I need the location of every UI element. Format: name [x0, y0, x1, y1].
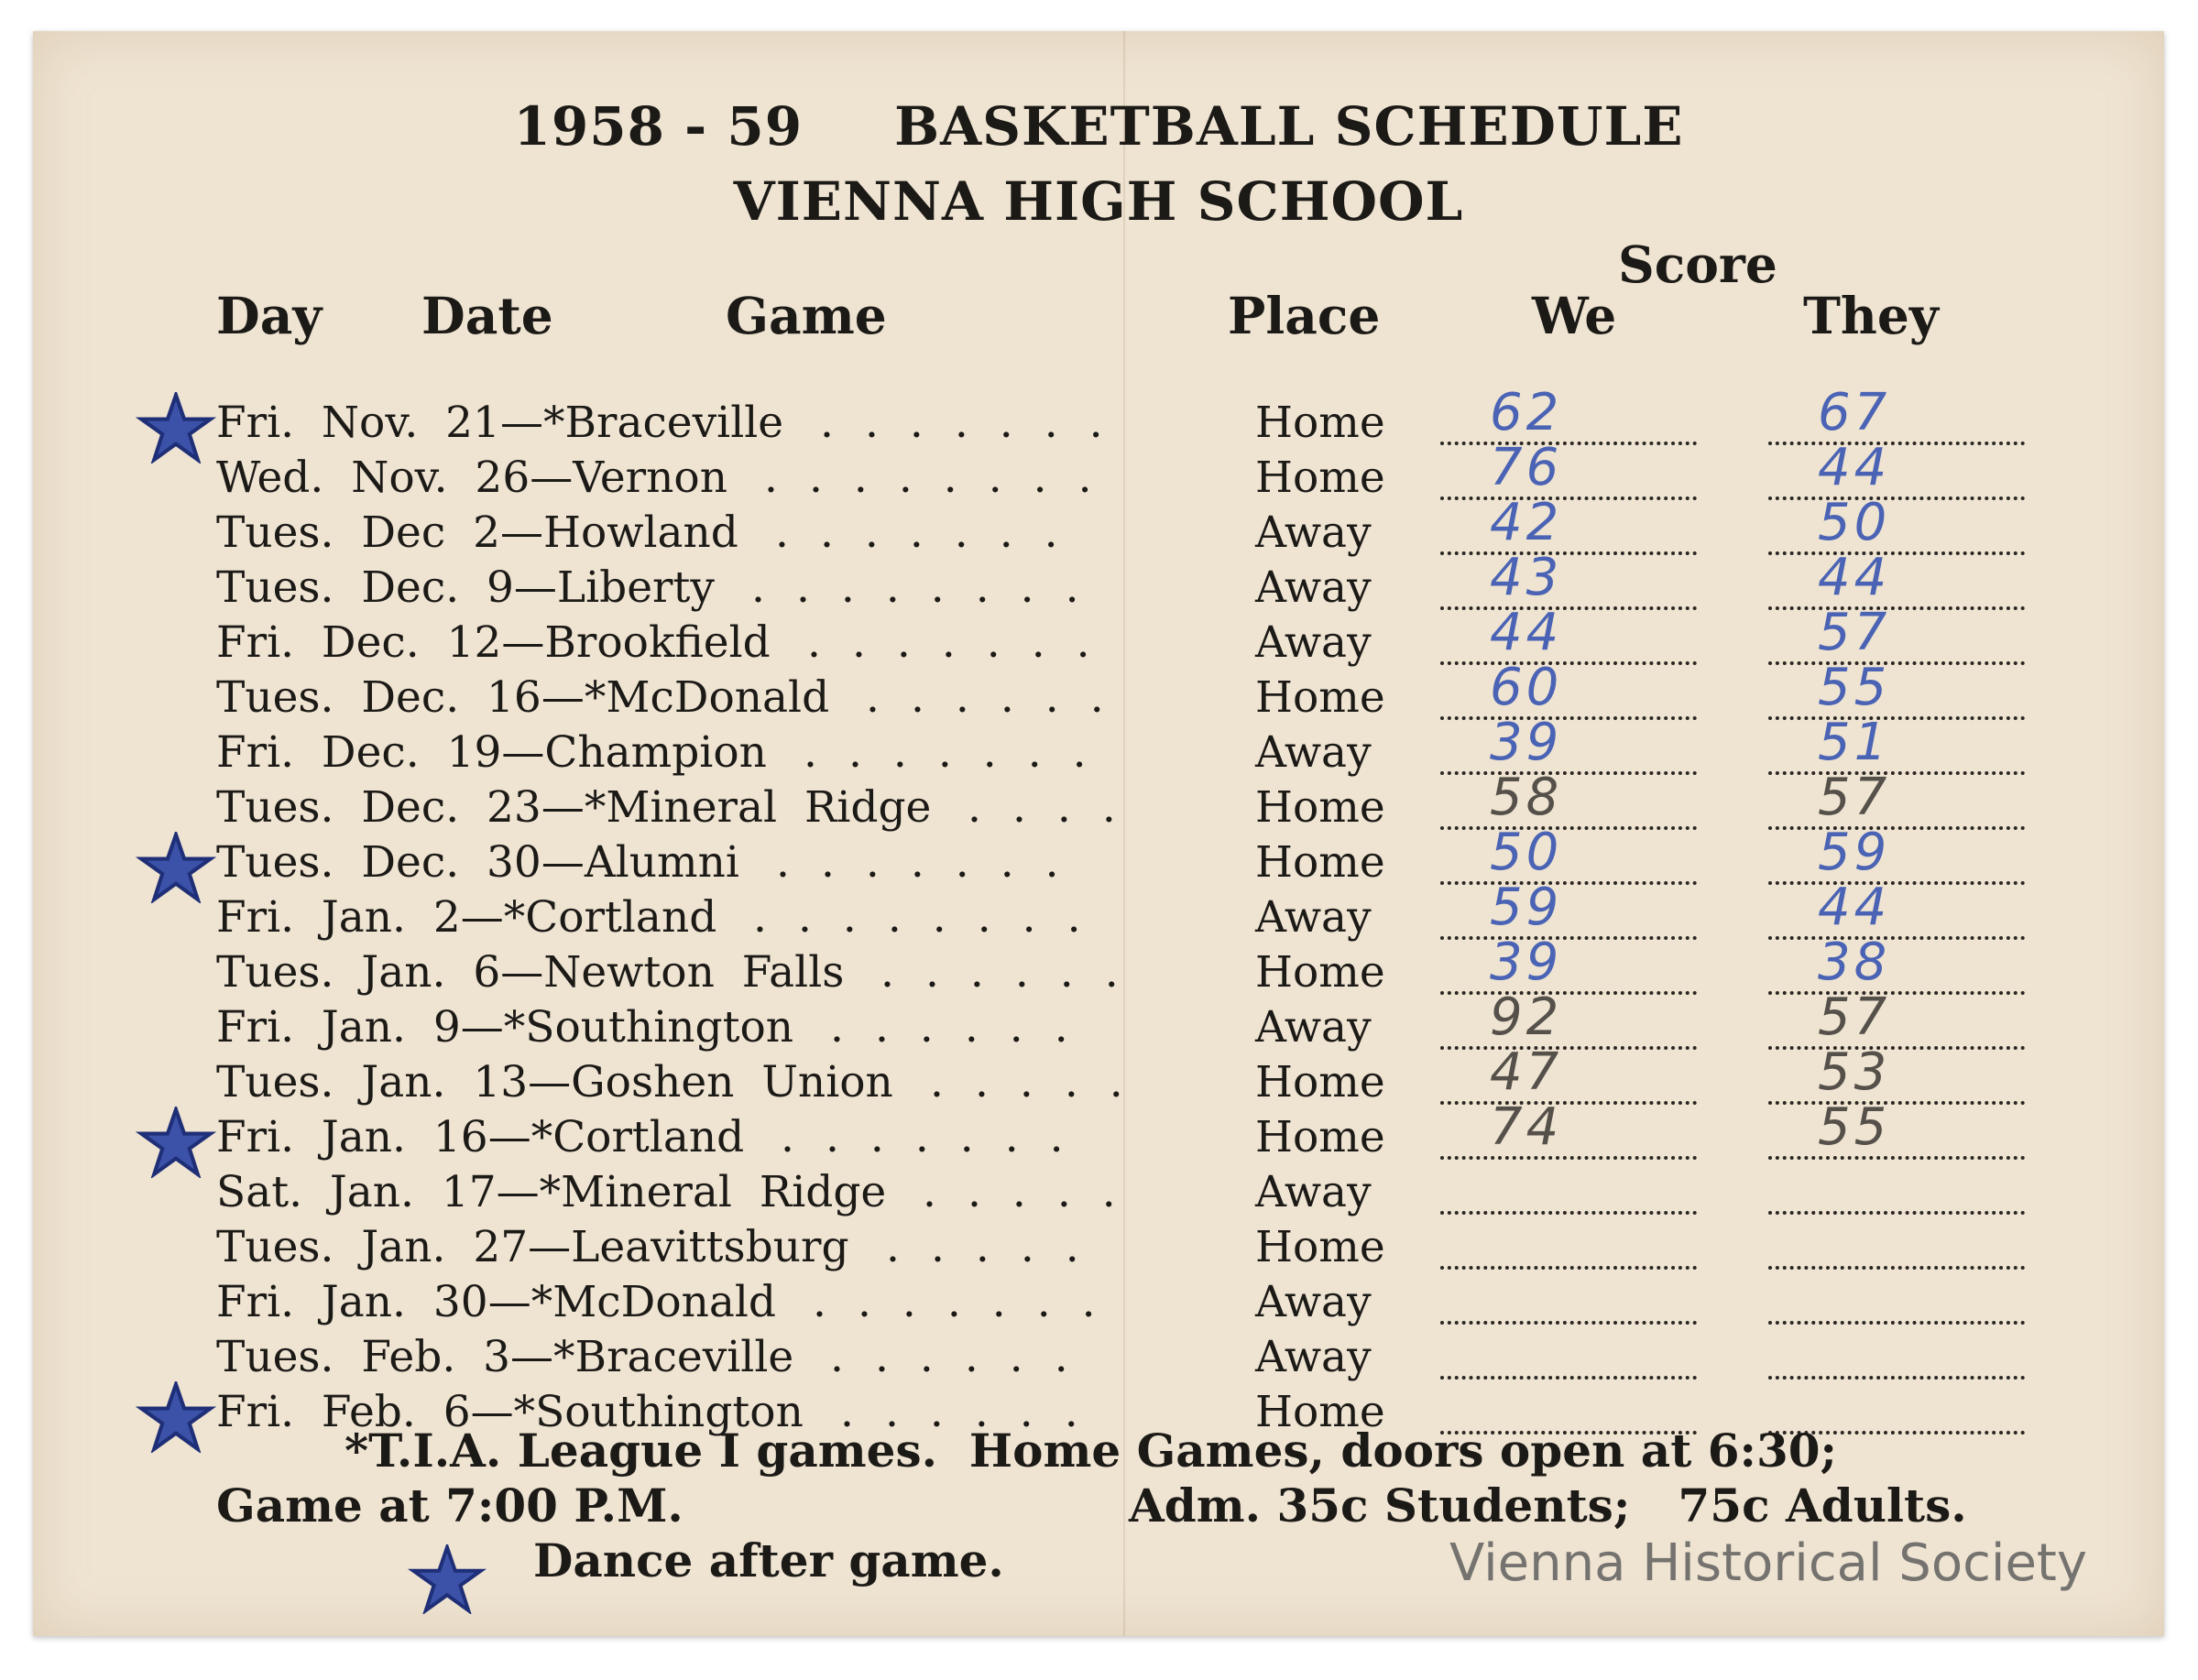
we-score: 47 — [1490, 1042, 1563, 1102]
they-score-line — [1768, 1046, 2025, 1050]
game-place: Home — [1255, 782, 1385, 833]
they-score-line — [1768, 442, 2025, 445]
dot-leader: ...... — [880, 947, 1150, 998]
they-score-line — [1768, 606, 2025, 610]
game-entry: Tues. Dec. 9—Liberty — [216, 562, 715, 613]
game-entry: Fri. Jan. 9—*Southington — [216, 1002, 794, 1053]
we-score-line — [1440, 1211, 1697, 1215]
game-entry: Tues. Feb. 3—*Braceville — [216, 1332, 794, 1382]
schedule-row — [33, 1222, 2164, 1277]
column-header-they: They — [1803, 286, 1939, 345]
game-entry: Wed. Nov. 26—Vernon — [216, 453, 727, 503]
dance-note: Dance after game. — [533, 1533, 1004, 1587]
they-score-line — [1768, 1376, 2025, 1380]
game-place: Away — [1255, 1332, 1372, 1382]
game-entry: Fri. Feb. 6—*Southington — [216, 1387, 804, 1437]
they-score: 55 — [1818, 1097, 1891, 1157]
we-score: 50 — [1490, 823, 1563, 882]
we-score-line — [1440, 1376, 1697, 1380]
we-score-line — [1440, 1156, 1697, 1160]
we-score-line — [1440, 881, 1697, 885]
we-score-line — [1440, 496, 1697, 500]
dot-leader: ....... — [813, 1277, 1127, 1327]
column-header-day: Day — [216, 286, 323, 345]
school-name: VIENNA HIGH SCHOOL — [733, 170, 1464, 233]
game-entry: Tues. Jan. 27—Leavittsburg — [216, 1222, 849, 1272]
game-entry: Tues. Dec. 23—*Mineral Ridge — [216, 782, 932, 833]
schedule-title-label: BASKETBALL SCHEDULE — [894, 95, 1684, 158]
game-entry: Fri. Dec. 19—Champion — [216, 727, 767, 778]
we-score: 59 — [1490, 878, 1563, 937]
column-header-score: Score — [1618, 235, 1777, 294]
game-place: Home — [1255, 398, 1385, 448]
game-entry: Tues. Dec. 16—*McDonald — [216, 672, 830, 723]
season-label: 1958 - 59 — [513, 95, 804, 158]
we-score-line — [1440, 826, 1697, 830]
they-score: 44 — [1818, 438, 1891, 497]
we-score-line — [1440, 661, 1697, 665]
we-score: 42 — [1490, 493, 1563, 552]
schedule-title — [33, 95, 2164, 158]
dot-leader: ........ — [751, 562, 1110, 613]
dot-leader: ........ — [753, 892, 1112, 943]
we-score: 92 — [1490, 987, 1563, 1047]
game-entry: Fri. Jan. 30—*McDonald — [216, 1277, 777, 1327]
they-score: 55 — [1818, 658, 1891, 717]
dot-leader: ..... — [930, 1057, 1154, 1107]
they-score-line — [1768, 936, 2025, 940]
we-score-line — [1440, 936, 1697, 940]
column-header-place: Place — [1228, 286, 1381, 345]
game-place: Away — [1255, 507, 1372, 558]
watermark-text: Vienna Historical Society — [1449, 1533, 2088, 1593]
we-score: 39 — [1490, 933, 1563, 992]
we-score-line — [1440, 991, 1697, 995]
dot-leader: ....... — [820, 398, 1134, 448]
we-score: 74 — [1490, 1097, 1563, 1157]
column-header-game: Game — [726, 286, 887, 345]
game-entry: Fri. Dec. 12—Brookfield — [216, 617, 771, 668]
game-place: Away — [1255, 617, 1372, 668]
game-place: Away — [1255, 1277, 1372, 1327]
they-score: 57 — [1818, 768, 1891, 827]
league-note: *T.I.A. League I games. Home Games, doors open at 6:30; — [344, 1424, 1837, 1478]
dot-leader: ....... — [775, 507, 1089, 558]
column-header-we: We — [1532, 286, 1617, 345]
game-place: Away — [1255, 1002, 1372, 1053]
we-score: 60 — [1490, 658, 1563, 717]
dot-leader: ....... — [776, 837, 1090, 888]
dot-leader: ....... — [804, 727, 1118, 778]
they-score: 57 — [1818, 603, 1891, 662]
game-place: Home — [1255, 1057, 1385, 1107]
schedule-card — [33, 31, 2164, 1636]
game-place: Home — [1255, 453, 1385, 503]
they-score-line — [1768, 1266, 2025, 1270]
we-score-line — [1440, 1321, 1697, 1325]
dot-leader: ....... — [807, 617, 1121, 668]
game-place: Away — [1255, 562, 1372, 613]
they-score-line — [1768, 496, 2025, 500]
we-score: 39 — [1490, 713, 1563, 772]
they-score: 59 — [1818, 823, 1891, 882]
dot-leader: ..... — [886, 1222, 1110, 1272]
game-place: Home — [1255, 1387, 1385, 1437]
they-score: 50 — [1818, 493, 1891, 552]
game-entry: Tues. Jan. 13—Goshen Union — [216, 1057, 893, 1107]
game-place: Away — [1255, 1167, 1372, 1217]
game-entry: Fri. Jan. 16—*Cortland — [216, 1112, 745, 1162]
we-score-line — [1440, 1046, 1697, 1050]
they-score-line — [1768, 551, 2025, 555]
they-score-line — [1768, 1321, 2025, 1325]
we-score: 76 — [1490, 438, 1563, 497]
column-header-date: Date — [421, 286, 553, 345]
they-score-line — [1768, 771, 2025, 775]
they-score-line — [1768, 991, 2025, 995]
game-entry: Fri. Nov. 21—*Braceville — [216, 398, 784, 448]
we-score-line — [1440, 551, 1697, 555]
game-place: Away — [1255, 892, 1372, 943]
game-entry: Tues. Dec 2—Howland — [216, 507, 738, 558]
dot-leader: ....... — [781, 1112, 1095, 1162]
they-score-line — [1768, 661, 2025, 665]
they-score: 38 — [1818, 933, 1891, 992]
they-score-line — [1768, 1211, 2025, 1215]
we-score-line — [1440, 1266, 1697, 1270]
they-score: 57 — [1818, 987, 1891, 1047]
schedule-row — [33, 1097, 2164, 1167]
game-place: Away — [1255, 727, 1372, 778]
star-icon — [407, 1544, 487, 1614]
we-score-line — [1440, 771, 1697, 775]
game-entry: Tues. Dec. 30—Alumni — [216, 837, 739, 888]
game-time-note: Game at 7:00 P.M. — [216, 1478, 683, 1533]
game-place: Home — [1255, 672, 1385, 723]
dot-leader: ...... — [830, 1002, 1099, 1053]
schedule-row — [33, 1332, 2164, 1387]
they-score-line — [1768, 1156, 2025, 1160]
we-score: 58 — [1490, 768, 1563, 827]
dot-leader: ........ — [764, 453, 1123, 503]
dot-leader: .... — [968, 782, 1147, 833]
they-score-line — [1768, 716, 2025, 720]
schedule-row — [33, 1167, 2164, 1222]
dot-leader: ...... — [866, 672, 1135, 723]
dot-leader: ..... — [923, 1167, 1147, 1217]
they-score: 67 — [1818, 383, 1891, 442]
dot-leader: ...... — [840, 1387, 1110, 1437]
we-score: 44 — [1490, 603, 1563, 662]
they-score-line — [1768, 881, 2025, 885]
game-place: Home — [1255, 947, 1385, 998]
they-score: 44 — [1818, 548, 1891, 607]
game-place: Home — [1255, 837, 1385, 888]
we-score-line — [1440, 606, 1697, 610]
they-score: 51 — [1818, 713, 1891, 772]
star-icon — [136, 1381, 216, 1453]
we-score-line — [1440, 1101, 1697, 1105]
we-score: 62 — [1490, 383, 1563, 442]
game-entry: Tues. Jan. 6—Newton Falls — [216, 947, 845, 998]
schedule-row — [33, 1277, 2164, 1332]
they-score: 53 — [1818, 1042, 1891, 1102]
game-entry: Fri. Jan. 2—*Cortland — [216, 892, 717, 943]
we-score: 43 — [1490, 548, 1563, 607]
they-score-line — [1768, 826, 2025, 830]
game-place: Home — [1255, 1112, 1385, 1162]
we-score-line — [1440, 442, 1697, 445]
game-entry: Sat. Jan. 17—*Mineral Ridge — [216, 1167, 887, 1217]
they-score-line — [1768, 1101, 2025, 1105]
admission-note: Adm. 35c Students; 75c Adults. — [1129, 1478, 1967, 1533]
game-place: Home — [1255, 1222, 1385, 1272]
dot-leader: ...... — [830, 1332, 1099, 1382]
they-score: 44 — [1818, 878, 1891, 937]
we-score-line — [1440, 716, 1697, 720]
